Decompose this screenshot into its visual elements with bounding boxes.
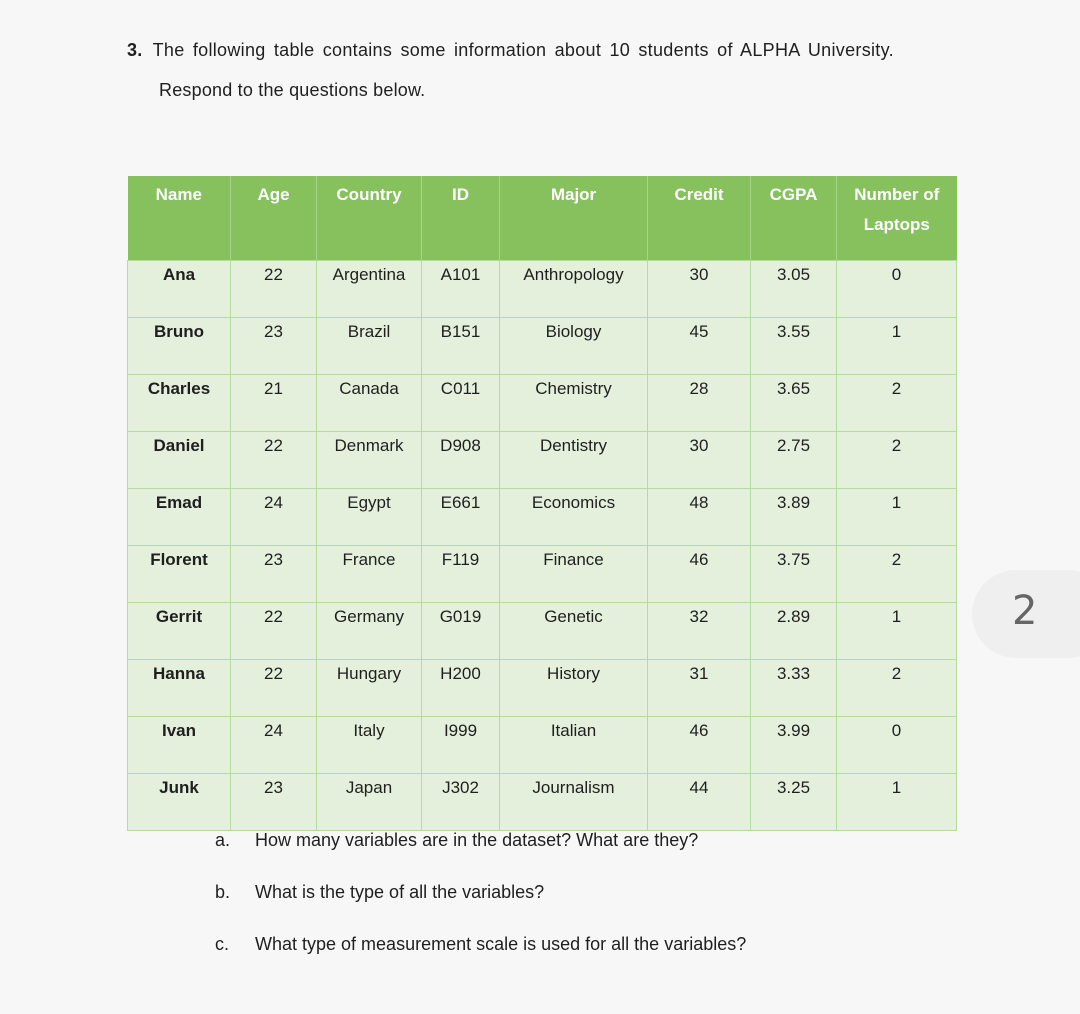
cell-cgpa: 3.05 [751, 261, 837, 318]
cell-id: C011 [422, 375, 500, 432]
cell-age: 23 [231, 774, 317, 831]
subquestion-text: What is the type of all the variables? [255, 882, 545, 902]
cell-cgpa: 3.33 [751, 660, 837, 717]
cell-major: Finance [500, 546, 648, 603]
cell-name: Gerrit [128, 603, 231, 660]
cell-major: Italian [500, 717, 648, 774]
cell-major: Economics [500, 489, 648, 546]
cell-country: Denmark [317, 432, 422, 489]
cell-cgpa: 2.75 [751, 432, 837, 489]
cell-id: I999 [422, 717, 500, 774]
cell-age: 23 [231, 546, 317, 603]
cell-country: Italy [317, 717, 422, 774]
cell-id: J302 [422, 774, 500, 831]
cell-age: 21 [231, 375, 317, 432]
cell-country: Germany [317, 603, 422, 660]
cell-credit: 28 [648, 375, 751, 432]
subquestion-letter: a. [215, 830, 231, 850]
cell-major: History [500, 660, 648, 717]
cell-laptops: 0 [837, 717, 957, 774]
cell-name: Emad [128, 489, 231, 546]
cell-id: H200 [422, 660, 500, 717]
header-major: Major [500, 176, 648, 261]
cell-country: Canada [317, 375, 422, 432]
cell-credit: 46 [648, 546, 751, 603]
table-row [128, 603, 957, 660]
cell-cgpa: 3.99 [751, 717, 837, 774]
cell-laptops: 2 [837, 660, 957, 717]
cell-laptops: 2 [837, 432, 957, 489]
question-line-1 [127, 40, 894, 61]
cell-cgpa: 3.65 [751, 375, 837, 432]
cell-credit: 31 [648, 660, 751, 717]
cell-country: Argentina [317, 261, 422, 318]
cell-major: Biology [500, 318, 648, 375]
cell-id: D908 [422, 432, 500, 489]
table-row [128, 546, 957, 603]
cell-cgpa: 3.55 [751, 318, 837, 375]
cell-laptops: 1 [837, 318, 957, 375]
cell-cgpa: 3.89 [751, 489, 837, 546]
cell-major: Anthropology [500, 261, 648, 318]
subquestion-letter: b. [215, 882, 231, 902]
table-row [128, 261, 957, 318]
cell-credit: 30 [648, 261, 751, 318]
header-id: ID [422, 176, 500, 261]
table-row [128, 375, 957, 432]
cell-major: Journalism [500, 774, 648, 831]
cell-country: Hungary [317, 660, 422, 717]
table-header-row [128, 176, 957, 261]
cell-age: 24 [231, 717, 317, 774]
cell-id: A101 [422, 261, 500, 318]
cell-id: B151 [422, 318, 500, 375]
subquestion-letter: c. [215, 934, 230, 954]
cell-country: France [317, 546, 422, 603]
cell-cgpa: 3.75 [751, 546, 837, 603]
cell-laptops: 1 [837, 603, 957, 660]
cell-cgpa: 3.25 [751, 774, 837, 831]
page-number: 2 [1012, 588, 1038, 634]
cell-age: 22 [231, 261, 317, 318]
table-row [128, 432, 957, 489]
header-name: Name [128, 176, 231, 261]
cell-name: Bruno [128, 318, 231, 375]
table-row [128, 489, 957, 546]
question-text: The following table contains some information about 10 students of ALPHA University. [152, 40, 894, 60]
cell-credit: 46 [648, 717, 751, 774]
cell-name: Charles [128, 375, 231, 432]
cell-age: 22 [231, 603, 317, 660]
cell-laptops: 1 [837, 774, 957, 831]
cell-cgpa: 2.89 [751, 603, 837, 660]
cell-laptops: 2 [837, 546, 957, 603]
cell-age: 22 [231, 660, 317, 717]
table-row [128, 717, 957, 774]
header-laptops: Number of Laptops [837, 176, 957, 261]
cell-laptops: 1 [837, 489, 957, 546]
table-row [128, 774, 957, 831]
cell-name: Ivan [128, 717, 231, 774]
cell-id: E661 [422, 489, 500, 546]
cell-credit: 32 [648, 603, 751, 660]
students-table [127, 176, 957, 831]
cell-age: 24 [231, 489, 317, 546]
subquestion-text: How many variables are in the dataset? What are they? [255, 830, 699, 850]
cell-laptops: 0 [837, 261, 957, 318]
cell-name: Florent [128, 546, 231, 603]
table-row [128, 660, 957, 717]
cell-laptops: 2 [837, 375, 957, 432]
header-country: Country [317, 176, 422, 261]
cell-name: Junk [128, 774, 231, 831]
cell-credit: 30 [648, 432, 751, 489]
cell-name: Daniel [128, 432, 231, 489]
cell-credit: 45 [648, 318, 751, 375]
cell-name: Ana [128, 261, 231, 318]
cell-major: Chemistry [500, 375, 648, 432]
cell-id: F119 [422, 546, 500, 603]
table-body [128, 261, 957, 831]
cell-country: Brazil [317, 318, 422, 375]
table-row [128, 318, 957, 375]
header-credit: Credit [648, 176, 751, 261]
cell-major: Dentistry [500, 432, 648, 489]
header-cgpa: CGPA [751, 176, 837, 261]
subquestion-text: What type of measurement scale is used for all the variables? [255, 934, 747, 954]
cell-age: 22 [231, 432, 317, 489]
header-age: Age [231, 176, 317, 261]
cell-id: G019 [422, 603, 500, 660]
cell-country: Japan [317, 774, 422, 831]
cell-credit: 48 [648, 489, 751, 546]
cell-name: Hanna [128, 660, 231, 717]
question-number: 3. [127, 40, 143, 60]
question-line-2: Respond to the questions below. [159, 80, 426, 100]
cell-major: Genetic [500, 603, 648, 660]
cell-age: 23 [231, 318, 317, 375]
cell-credit: 44 [648, 774, 751, 831]
cell-country: Egypt [317, 489, 422, 546]
